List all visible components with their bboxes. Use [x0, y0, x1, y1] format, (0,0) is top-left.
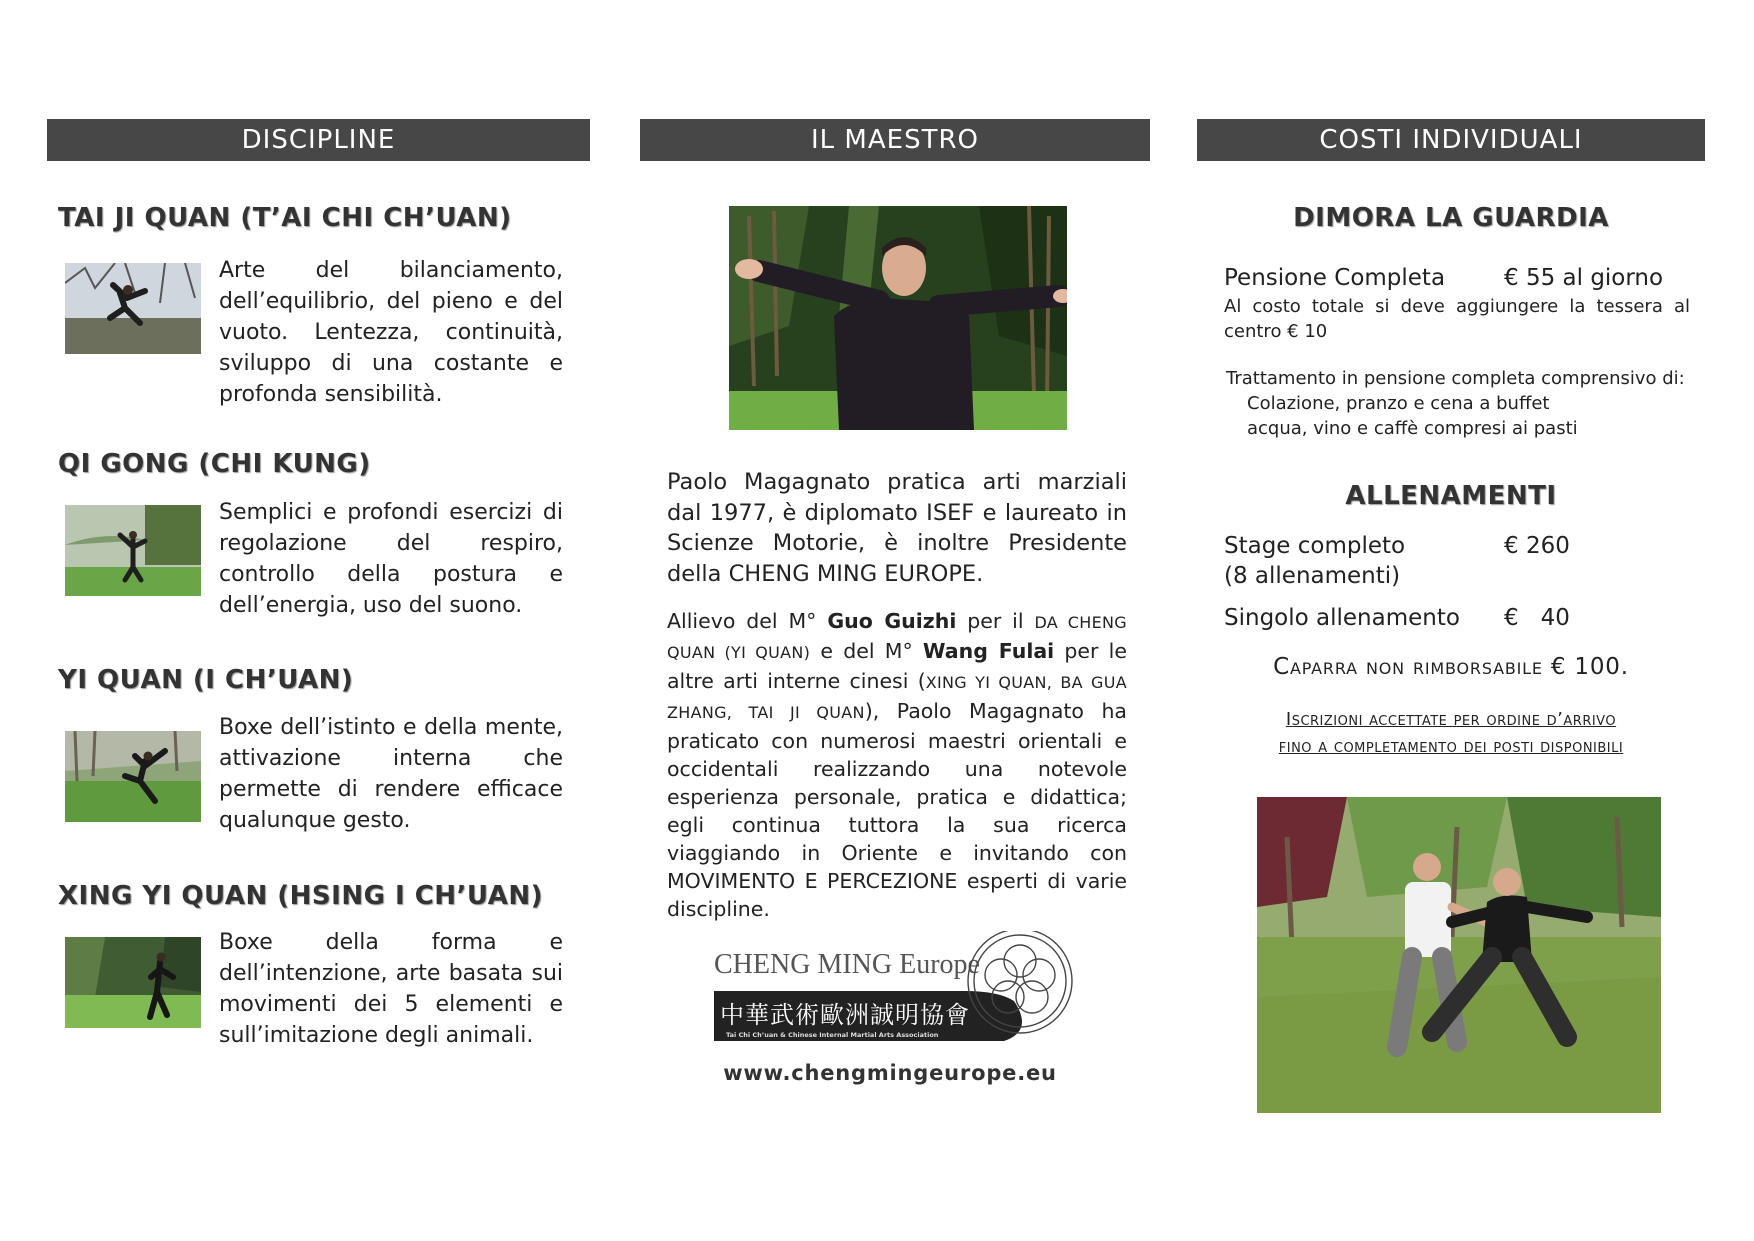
stage-label: Stage completo [1224, 533, 1406, 559]
bio-text: ), Paolo Magagnato ha praticato con numerosi maestri orientali e occidentali realizzando una notevole esperienza personale, pratica e didattica; egli continua tuttora la sua ricerca viaggiando in Oriente e invitando con MOVIMENTO E PERCEZIONE esperti di varie discipline. [667, 699, 1127, 921]
discipline-text-xing-yi-quan: Boxe della forma e dell’intenzione, arte basata sui movimenti dei 5 elementi e sull’imitazione degli animali. [219, 930, 563, 1048]
master-name-wang-fulai: Wang Fulai [922, 639, 1055, 663]
maestro-bio-details [667, 607, 1127, 923]
trattamento-text: Trattamento in pensione completa comprensivo di: [1226, 368, 1685, 389]
maestro-header: IL MAESTRO [640, 119, 1150, 161]
training-photo [1257, 797, 1661, 1113]
caparra-note: Caparra non rimborsabile € 100. [1273, 654, 1629, 680]
logo-name: CHENG MING Europe [714, 949, 980, 980]
cheng-ming-europe-logo [714, 931, 1074, 1051]
tai-ji-quan-photo [65, 263, 201, 354]
discipline-column [47, 119, 590, 1079]
qi-gong-photo [65, 505, 201, 596]
allenamenti-title: ALLENAMENTI [1345, 481, 1557, 511]
iscrizioni-line-2: fino a completamento dei posti disponibili [1278, 736, 1624, 757]
singolo-label: Singolo allenamento [1224, 605, 1460, 631]
bio-text: per le altre arti interne cinesi ( [667, 639, 1127, 693]
logo-chinese-name: 中華武術歐洲誠明協會 [720, 1001, 970, 1029]
bio-text: per il [956, 609, 1035, 633]
discipline-names: XING YI QUAN, BA GUA ZHANG, TAI JI QUAN [667, 673, 1127, 722]
singolo-price: € 40 [1504, 605, 1570, 631]
stage-price: € 260 [1504, 533, 1570, 559]
discipline-text-yi-quan: Boxe dell’istinto e della mente, attivazione interna che permette di rendere efficace qualunque gesto. [219, 715, 563, 833]
dimora-title: DIMORA LA GUARDIA [1293, 203, 1609, 233]
iscrizioni-line-1: Iscrizioni accettate per ordine d’arrivo [1285, 709, 1617, 730]
discipline-title-yi-quan: YI QUAN (I CH’UAN) [58, 665, 354, 695]
logo-subtitle: Tai Chi Ch’uan & Chinese Internal Martial Arts Association [726, 1031, 939, 1039]
tessera-note: Al costo totale si deve aggiungere la tessera al centro € 10 [1224, 296, 1690, 342]
costi-column [1197, 119, 1705, 1119]
discipline-name: DA CHENG QUAN (YI QUAN) [667, 613, 1127, 662]
maestro-column [640, 119, 1150, 1099]
bio-text: Allievo del M° [667, 609, 828, 633]
discipline-title-xing-yi-quan: XING YI QUAN (HSING I CH’UAN) [58, 881, 543, 911]
discipline-title-tai-ji-quan: TAI JI QUAN (T’AI CHI CH’UAN) [58, 203, 512, 233]
yi-quan-photo [65, 731, 201, 822]
pensione-price: € 55 al giorno [1504, 265, 1664, 291]
discipline-text-qi-gong: Semplici e profondi esercizi di regolazione del respiro, controllo della postura e dell’energia, uso del suono. [219, 500, 563, 618]
stage-sub: (8 allenamenti) [1224, 563, 1401, 589]
website-url[interactable]: www.chengmingeurope.eu [723, 1061, 1057, 1085]
maestro-bio-intro: Paolo Magagnato pratica arti marziali dal 1977, è diplomato ISEF e laureato in Scienze Motorie, è inoltre Presidente della CHENG MING EUROPE. [667, 469, 1127, 587]
pensione-label: Pensione Completa [1224, 265, 1446, 291]
bio-text: e del M° [810, 639, 923, 663]
xing-yi-quan-photo [65, 937, 201, 1028]
inclusion-item: Colazione, pranzo e cena a buffet [1247, 393, 1550, 414]
discipline-title-qi-gong: QI GONG (CHI KUNG) [58, 449, 371, 479]
costi-header: COSTI INDIVIDUALI [1197, 119, 1705, 161]
maestro-photo [729, 206, 1067, 430]
discipline-text-tai-ji-quan: Arte del bilanciamento, dell’equilibrio, del pieno e del vuoto. Lentezza, continuità, sviluppo di una costante e profonda sensibilità. [219, 258, 563, 407]
discipline-header: DISCIPLINE [47, 119, 590, 161]
master-name-guo-guizhi: Guo Guizhi [827, 609, 957, 633]
inclusion-item: acqua, vino e caffè compresi ai pasti [1247, 418, 1578, 439]
